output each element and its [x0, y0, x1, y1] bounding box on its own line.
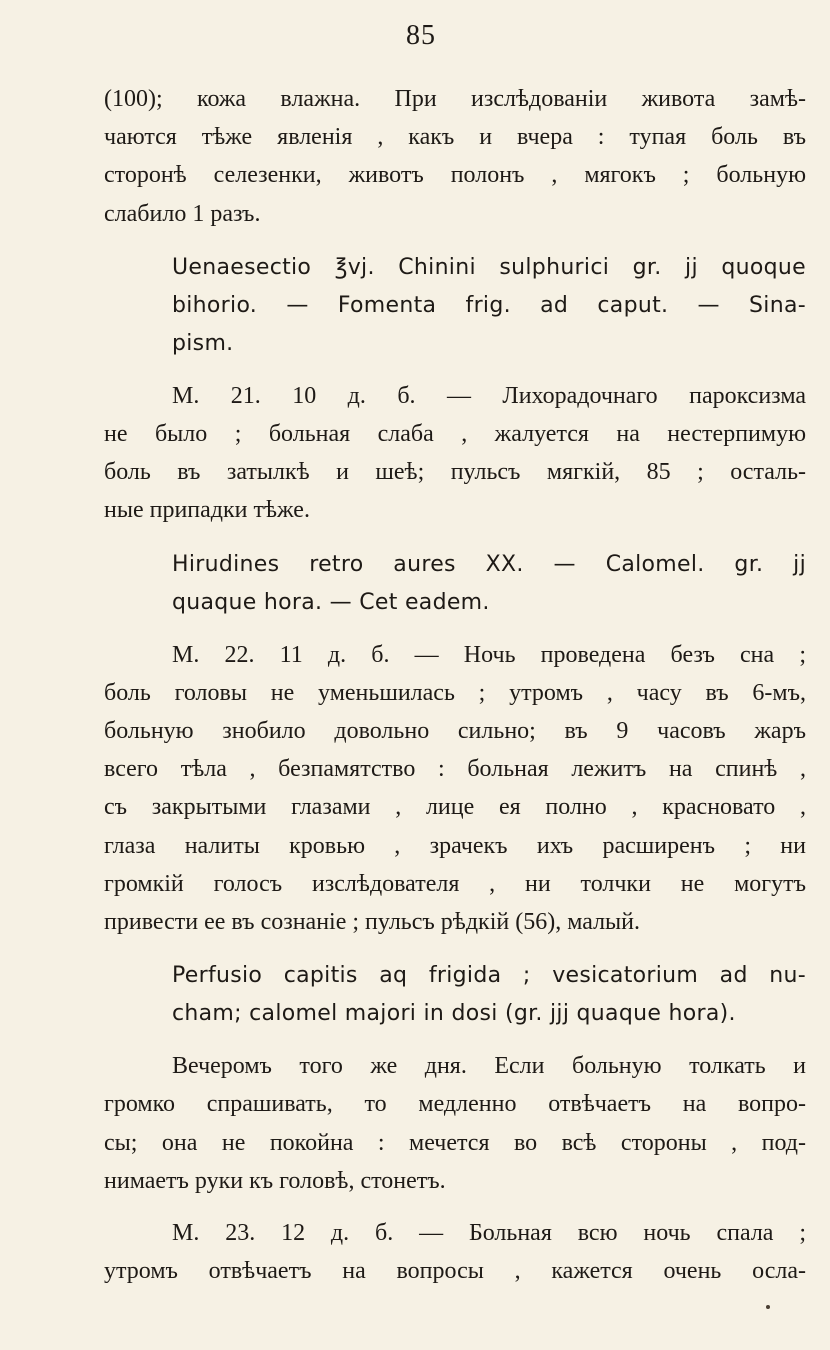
paragraph-exam-continued: [104, 80, 806, 233]
text-line: сы; она не покойна : мечется во всѣ стороны , под-: [104, 1129, 806, 1156]
text-line: Вечеромъ того же дня. Если больную толкать и: [172, 1053, 806, 1080]
text-line: громкій голосъ изслѣдователя , ни толчки не могутъ: [104, 870, 806, 897]
text-line: боль головы не уменьшилась ; утромъ , часу въ 6-мъ,: [104, 679, 806, 706]
text-line: (100); кожа влажна. При изслѣдованіи живота замѣ-: [104, 86, 806, 112]
text-line: ные припадки тѣже.: [104, 497, 310, 524]
paragraph-day-12: [104, 1214, 806, 1290]
text-line: bihorio. — Fomenta frig. ad caput. — Sina-: [172, 292, 806, 318]
text-line: глаза налиты кровью , зрачекъ ихъ расширенъ ; ни: [104, 832, 806, 859]
text-line: pism.: [172, 330, 234, 356]
text-line: cham; calomel majori in dosi (gr. jjj quaque hora).: [172, 1001, 736, 1027]
spacer: [104, 1200, 806, 1214]
page-number: 85: [406, 20, 436, 51]
text-line: утромъ отвѣчаетъ на вопросы , кажется очень осла-: [104, 1258, 806, 1285]
paragraph-evening: [104, 1047, 806, 1200]
text-line: не было ; больная слаба , жалуется на нестерпимую: [104, 421, 806, 448]
prescription-1: [104, 249, 806, 363]
prescription-2: [104, 546, 806, 622]
text-line: сторонѣ селезенки, животъ полонъ , мягокъ ; больную: [104, 162, 806, 189]
text-line: съ закрытыми глазами , лице ея полно , красновато ,: [104, 794, 806, 821]
prescription-3: [104, 957, 806, 1033]
text-line: слабило 1 разъ.: [104, 200, 261, 227]
text-line: привести ее въ сознаніе ; пульсъ рѣдкій (56), малый.: [104, 909, 641, 936]
text-line: боль въ затылкѣ и шеѣ; пульсъ мягкій, 85 ; осталь-: [104, 459, 806, 486]
text-line: Perfusio capitis aq frigida ; vesicatorium ad nu-: [172, 963, 806, 989]
text-line: М. 21. 10 д. б. — Лихорадочнаго пароксизма: [172, 382, 806, 409]
text-line: нимаетъ руки къ головѣ, стонетъ.: [104, 1167, 446, 1194]
paragraph-day-11: [104, 636, 806, 942]
text-line: больную знобило довольно сильно; въ 9 часовъ жаръ: [104, 718, 806, 745]
text-line: Uenaesectio ℥vj. Chinini sulphurici gr. jj quoque: [172, 254, 806, 280]
text-line: М. 23. 12 д. б. — Больная всю ночь спала ;: [172, 1220, 806, 1247]
text-line: М. 22. 11 д. б. — Ночь проведена безъ сна ;: [172, 641, 806, 668]
ink-spot: [766, 1305, 770, 1309]
text-line: Hirudines retro aures XX. — Calomel. gr. jj: [172, 551, 806, 577]
text-line: quaque hora. — Cet eadem.: [172, 589, 490, 615]
text-line: чаются тѣже явленія , какъ и вчера : тупая боль въ: [104, 124, 806, 151]
paragraph-day-10: [104, 377, 806, 530]
text-line: громко спрашивать, то медленно отвѣчаетъ на вопро-: [104, 1091, 806, 1118]
text-line: всего тѣла , безпамятство : больная лежитъ на спинѣ ,: [104, 756, 806, 783]
